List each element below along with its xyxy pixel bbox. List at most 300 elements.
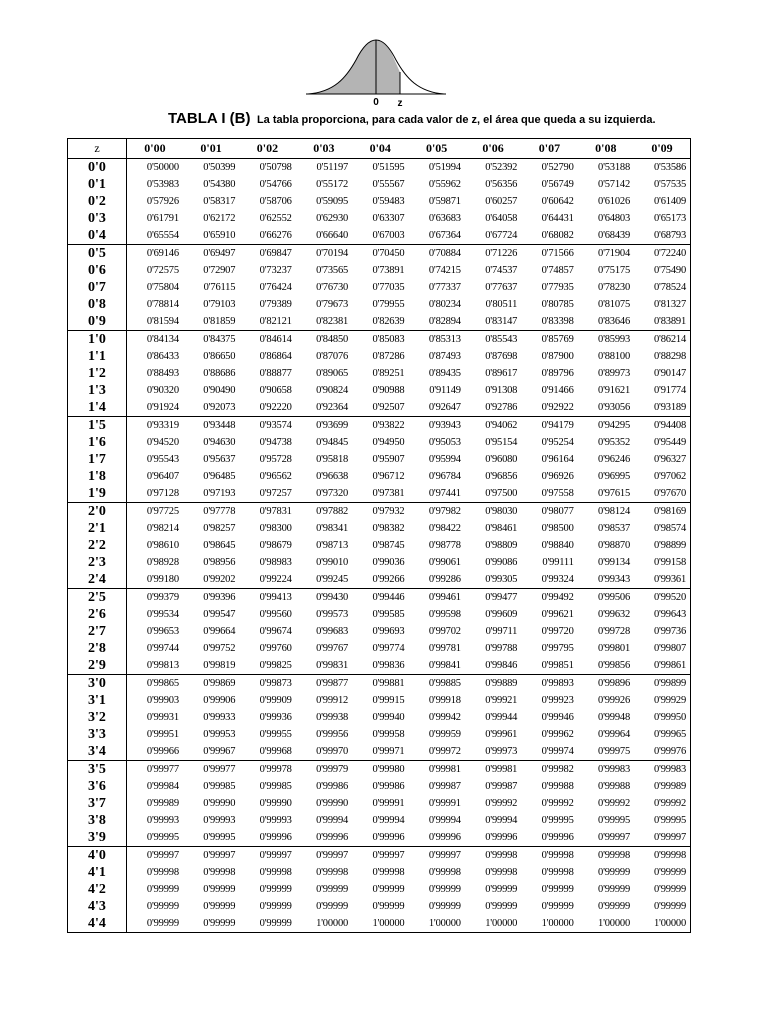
table-cell: 0'97831 bbox=[239, 503, 295, 521]
table-cell: 0'90988 bbox=[372, 385, 405, 396]
table-cell: 0'99926 bbox=[598, 695, 631, 706]
table-cell: 0'99999 bbox=[372, 901, 405, 912]
table-cell: 0'98899 bbox=[654, 540, 686, 551]
table-row bbox=[68, 227, 691, 245]
table-cell: 0'93574 bbox=[239, 417, 295, 435]
table-cell: 0'99992 bbox=[541, 798, 574, 809]
row-z-value: 3'1 bbox=[68, 692, 127, 709]
row-z-value: 4'3 bbox=[68, 898, 127, 915]
table-row bbox=[68, 503, 691, 521]
table-cell: 0'99965 bbox=[654, 729, 686, 740]
table-cell: 0'85313 bbox=[408, 331, 464, 349]
table-cell: 0'84375 bbox=[183, 331, 239, 349]
row-z-value: 0'4 bbox=[68, 227, 127, 245]
table-cell: 0'87076 bbox=[316, 351, 349, 362]
table-cell: 0'85083 bbox=[352, 331, 408, 349]
row-z-value: 2'5 bbox=[68, 589, 127, 607]
table-cell: 0'99986 bbox=[316, 781, 349, 792]
table-cell: 0'99936 bbox=[259, 712, 292, 723]
table-row bbox=[68, 176, 691, 193]
table-cell: 0'93699 bbox=[296, 417, 352, 435]
table-cell: 0'99560 bbox=[259, 609, 292, 620]
table-cell: 0'99994 bbox=[428, 815, 461, 826]
table-cell: 0'95818 bbox=[316, 454, 349, 465]
table-cell: 0'99736 bbox=[654, 626, 686, 637]
table-cell: 0'99728 bbox=[598, 626, 631, 637]
table-cell: 0'99999 bbox=[654, 901, 686, 912]
table-cell: 0'99999 bbox=[598, 901, 631, 912]
table-cell: 0'99981 bbox=[465, 761, 521, 779]
table-cell: 0'70884 bbox=[408, 245, 464, 263]
row-z-value: 2'2 bbox=[68, 537, 127, 554]
table-cell: 0'83891 bbox=[654, 316, 686, 327]
table-cell: 0'99997 bbox=[127, 847, 183, 865]
row-z-value: 0'0 bbox=[68, 159, 127, 177]
title-main: TABLA I (B) bbox=[168, 110, 251, 127]
table-cell: 0'99948 bbox=[598, 712, 631, 723]
table-cell: 0'97558 bbox=[541, 488, 574, 499]
table-cell: 0'72240 bbox=[634, 245, 690, 263]
table-cell: 0'71566 bbox=[521, 245, 577, 263]
table-cell: 0'99987 bbox=[485, 781, 518, 792]
table-cell: 0'63683 bbox=[428, 213, 461, 224]
table-cell: 0'99180 bbox=[146, 574, 179, 585]
table-row bbox=[68, 451, 691, 468]
table-cell: 0'99674 bbox=[259, 626, 292, 637]
table-row bbox=[68, 761, 691, 779]
table-cell: 0'99446 bbox=[352, 589, 408, 607]
table-cell: 0'69146 bbox=[127, 245, 183, 263]
table-cell: 0'77337 bbox=[428, 282, 461, 293]
table-cell: 0'95907 bbox=[372, 454, 405, 465]
table-cell: 0'95352 bbox=[598, 437, 631, 448]
table-cell: 0'95728 bbox=[259, 454, 292, 465]
table-cell: 0'99893 bbox=[521, 675, 577, 693]
table-row bbox=[68, 262, 691, 279]
table-cell: 0'63307 bbox=[372, 213, 405, 224]
table-cell: 0'98500 bbox=[541, 523, 574, 534]
table-cell: 0'64058 bbox=[485, 213, 518, 224]
table-cell: 0'99111 bbox=[542, 557, 574, 568]
table-cell: 0'95449 bbox=[654, 437, 686, 448]
table-cell: 0'99324 bbox=[541, 574, 574, 585]
table-cell: 0'82894 bbox=[428, 316, 461, 327]
table-cell: 0'69497 bbox=[183, 245, 239, 263]
table-cell: 0'99989 bbox=[654, 781, 686, 792]
table-cell: 0'57926 bbox=[146, 196, 179, 207]
table-cell: 0'96856 bbox=[485, 471, 518, 482]
table-cell: 0'72907 bbox=[203, 265, 236, 276]
header-z: z bbox=[68, 139, 127, 159]
table-title bbox=[168, 110, 758, 128]
table-cell: 0'94630 bbox=[203, 437, 236, 448]
table-cell: 0'86433 bbox=[146, 351, 179, 362]
table-cell: 0'96246 bbox=[598, 454, 631, 465]
table-cell: 0'57535 bbox=[654, 179, 686, 190]
table-cell: 0'73891 bbox=[372, 265, 405, 276]
table-cell: 0'99995 bbox=[146, 832, 179, 843]
table-cell: 0'99998 bbox=[146, 867, 179, 878]
table-row bbox=[68, 296, 691, 313]
table-cell: 0'96327 bbox=[654, 454, 686, 465]
table-cell: 0'99961 bbox=[485, 729, 518, 740]
table-row bbox=[68, 417, 691, 435]
table-cell: 0'99999 bbox=[654, 867, 686, 878]
table-cell: 0'88686 bbox=[203, 368, 236, 379]
table-cell: 1'00000 bbox=[541, 918, 574, 929]
table-cell: 0'85993 bbox=[578, 331, 634, 349]
table-cell: 0'99999 bbox=[203, 884, 236, 895]
header-col: 0'00 bbox=[127, 139, 183, 159]
table-cell: 0'99974 bbox=[541, 746, 574, 757]
table-cell: 0'99413 bbox=[239, 589, 295, 607]
table-cell: 0'98124 bbox=[578, 503, 634, 521]
table-cell: 0'90147 bbox=[654, 368, 686, 379]
row-z-value: 0'8 bbox=[68, 296, 127, 313]
table-cell: 0'76730 bbox=[316, 282, 349, 293]
table-cell: 0'78814 bbox=[146, 299, 179, 310]
table-cell: 0'99942 bbox=[428, 712, 461, 723]
table-cell: 0'99923 bbox=[541, 695, 574, 706]
table-row bbox=[68, 915, 691, 933]
table-cell: 0'97932 bbox=[352, 503, 408, 521]
table-cell: 0'81594 bbox=[146, 316, 179, 327]
table-cell: 0'99973 bbox=[485, 746, 518, 757]
table-cell: 0'60257 bbox=[485, 196, 518, 207]
table-cell: 0'79103 bbox=[203, 299, 236, 310]
table-cell: 0'98679 bbox=[259, 540, 292, 551]
table-cell: 0'94179 bbox=[521, 417, 577, 435]
table-cell: 0'99998 bbox=[259, 867, 292, 878]
table-cell: 0'99851 bbox=[541, 660, 574, 671]
table-cell: 0'97500 bbox=[485, 488, 518, 499]
table-cell: 0'99492 bbox=[521, 589, 577, 607]
table-cell: 0'99788 bbox=[485, 643, 518, 654]
table-row bbox=[68, 726, 691, 743]
table-cell: 0'99990 bbox=[316, 798, 349, 809]
table-cell: 0'99266 bbox=[372, 574, 405, 585]
table-row bbox=[68, 829, 691, 847]
table-cell: 0'98169 bbox=[634, 503, 690, 521]
table-cell: 0'99996 bbox=[541, 832, 574, 843]
table-cell: 0'99999 bbox=[372, 884, 405, 895]
table-cell: 0'99343 bbox=[598, 574, 631, 585]
table-cell: 0'99982 bbox=[521, 761, 577, 779]
table-cell: 1'00000 bbox=[316, 918, 349, 929]
table-cell: 0'80785 bbox=[541, 299, 574, 310]
table-cell: 0'91466 bbox=[541, 385, 574, 396]
table-cell: 0'76424 bbox=[259, 282, 292, 293]
table-cell: 0'98840 bbox=[541, 540, 574, 551]
table-cell: 0'93189 bbox=[654, 402, 686, 413]
table-cell: 0'99999 bbox=[146, 901, 179, 912]
table-cell: 0'99994 bbox=[316, 815, 349, 826]
table-cell: 0'99889 bbox=[465, 675, 521, 693]
table-row bbox=[68, 434, 691, 451]
table-cell: 0'99683 bbox=[316, 626, 349, 637]
z-table bbox=[67, 138, 691, 933]
table-body bbox=[68, 159, 691, 933]
table-cell: 0'99702 bbox=[428, 626, 461, 637]
table-cell: 0'99998 bbox=[203, 867, 236, 878]
table-cell: 0'66640 bbox=[316, 230, 349, 241]
table-cell: 0'97128 bbox=[146, 488, 179, 499]
table-cell: 0'97725 bbox=[127, 503, 183, 521]
table-cell: 0'62552 bbox=[259, 213, 292, 224]
table-cell: 0'99912 bbox=[316, 695, 349, 706]
table-cell: 0'71904 bbox=[578, 245, 634, 263]
normal-curve-figure bbox=[306, 38, 446, 110]
table-cell: 0'98745 bbox=[372, 540, 405, 551]
table-row bbox=[68, 554, 691, 571]
table-cell: 0'99846 bbox=[485, 660, 518, 671]
table-row bbox=[68, 795, 691, 812]
table-cell: 0'99134 bbox=[598, 557, 631, 568]
table-cell: 0'98610 bbox=[146, 540, 179, 551]
table-cell: 0'51994 bbox=[428, 162, 461, 173]
table-cell: 0'99997 bbox=[296, 847, 352, 865]
table-cell: 0'99999 bbox=[203, 901, 236, 912]
table-row bbox=[68, 365, 691, 382]
table-cell: 0'99999 bbox=[598, 867, 631, 878]
table-cell: 0'50000 bbox=[146, 162, 179, 173]
row-z-value: 0'3 bbox=[68, 210, 127, 227]
table-row bbox=[68, 692, 691, 709]
table-cell: 1'00000 bbox=[372, 918, 405, 929]
table-cell: 0'98537 bbox=[598, 523, 631, 534]
table-cell: 0'80511 bbox=[485, 299, 518, 310]
row-z-value: 1'0 bbox=[68, 331, 127, 349]
row-z-value: 3'8 bbox=[68, 812, 127, 829]
table-cell: 0'91774 bbox=[654, 385, 686, 396]
table-cell: 0'99825 bbox=[259, 660, 292, 671]
table-cell: 0'80234 bbox=[428, 299, 461, 310]
table-cell: 0'54766 bbox=[259, 179, 292, 190]
table-cell: 0'99994 bbox=[372, 815, 405, 826]
table-cell: 0'99953 bbox=[203, 729, 236, 740]
table-cell: 0'82639 bbox=[372, 316, 405, 327]
table-cell: 0'50798 bbox=[259, 162, 292, 173]
table-cell: 0'99997 bbox=[598, 832, 631, 843]
table-cell: 0'99999 bbox=[316, 901, 349, 912]
table-cell: 0'99938 bbox=[316, 712, 349, 723]
table-cell: 0'99760 bbox=[259, 643, 292, 654]
table-cell: 0'89251 bbox=[372, 368, 405, 379]
table-cell: 0'99996 bbox=[259, 832, 292, 843]
table-cell: 0'96712 bbox=[372, 471, 405, 482]
table-cell: 0'99999 bbox=[428, 884, 461, 895]
row-z-value: 1'2 bbox=[68, 365, 127, 382]
table-cell: 0'99995 bbox=[203, 832, 236, 843]
table-cell: 0'99988 bbox=[598, 781, 631, 792]
row-z-value: 2'7 bbox=[68, 623, 127, 640]
table-cell: 0'97193 bbox=[203, 488, 236, 499]
table-cell: 0'89973 bbox=[598, 368, 631, 379]
table-cell: 0'98983 bbox=[259, 557, 292, 568]
table-cell: 0'98870 bbox=[598, 540, 631, 551]
table-cell: 0'99933 bbox=[203, 712, 236, 723]
table-cell: 0'99801 bbox=[598, 643, 631, 654]
row-z-value: 2'1 bbox=[68, 520, 127, 537]
table-cell: 0'93319 bbox=[127, 417, 183, 435]
table-cell: 0'99869 bbox=[183, 675, 239, 693]
table-cell: 0'51595 bbox=[372, 162, 405, 173]
table-cell: 0'99929 bbox=[654, 695, 686, 706]
table-cell: 0'92507 bbox=[372, 402, 405, 413]
table-row bbox=[68, 210, 691, 227]
table-cell: 0'99865 bbox=[127, 675, 183, 693]
table-cell: 0'99940 bbox=[372, 712, 405, 723]
row-z-value: 2'9 bbox=[68, 657, 127, 675]
table-cell: 0'99664 bbox=[203, 626, 236, 637]
label-zero: 0 bbox=[373, 97, 379, 108]
table-cell: 0'99547 bbox=[203, 609, 236, 620]
table-cell: 0'99977 bbox=[183, 761, 239, 779]
table-cell: 0'99996 bbox=[372, 832, 405, 843]
table-cell: 0'91621 bbox=[598, 385, 631, 396]
row-z-value: 3'4 bbox=[68, 743, 127, 761]
table-cell: 0'99795 bbox=[541, 643, 574, 654]
table-cell: 0'99998 bbox=[485, 867, 518, 878]
table-row bbox=[68, 743, 691, 761]
row-z-value: 2'3 bbox=[68, 554, 127, 571]
table-cell: 0'55567 bbox=[372, 179, 405, 190]
table-cell: 0'99305 bbox=[485, 574, 518, 585]
table-cell: 0'99632 bbox=[598, 609, 631, 620]
table-cell: 0'84134 bbox=[127, 331, 183, 349]
table-cell: 0'95994 bbox=[428, 454, 461, 465]
table-cell: 0'99975 bbox=[598, 746, 631, 757]
table-cell: 0'99899 bbox=[634, 675, 690, 693]
table-cell: 0'99962 bbox=[541, 729, 574, 740]
table-row bbox=[68, 245, 691, 263]
table-cell: 0'99972 bbox=[428, 746, 461, 757]
table-cell: 0'99921 bbox=[485, 695, 518, 706]
table-cell: 0'99993 bbox=[203, 815, 236, 826]
table-cell: 0'55172 bbox=[316, 179, 349, 190]
table-cell: 0'97441 bbox=[428, 488, 461, 499]
table-row bbox=[68, 778, 691, 795]
row-z-value: 2'6 bbox=[68, 606, 127, 623]
table-cell: 0'97062 bbox=[654, 471, 686, 482]
table-cell: 0'94408 bbox=[634, 417, 690, 435]
table-cell: 0'56749 bbox=[541, 179, 574, 190]
table-cell: 0'56356 bbox=[485, 179, 518, 190]
table-cell: 0'99996 bbox=[428, 832, 461, 843]
table-cell: 0'87286 bbox=[372, 351, 405, 362]
table-cell: 0'53983 bbox=[146, 179, 179, 190]
table-cell: 0'99286 bbox=[428, 574, 461, 585]
row-z-value: 3'3 bbox=[68, 726, 127, 743]
header-col: 0'06 bbox=[465, 139, 521, 159]
table-cell: 0'88493 bbox=[146, 368, 179, 379]
table-cell: 0'99396 bbox=[183, 589, 239, 607]
table-cell: 0'98956 bbox=[203, 557, 236, 568]
table-cell: 0'99752 bbox=[203, 643, 236, 654]
table-cell: 0'99950 bbox=[654, 712, 686, 723]
label-z: z bbox=[397, 98, 403, 109]
table-cell: 0'59483 bbox=[372, 196, 405, 207]
table-cell: 0'99971 bbox=[372, 746, 405, 757]
table-cell: 0'98341 bbox=[316, 523, 349, 534]
table-cell: 1'00000 bbox=[654, 918, 686, 929]
table-cell: 0'93448 bbox=[183, 417, 239, 435]
table-cell: 0'96485 bbox=[203, 471, 236, 482]
row-z-value: 4'0 bbox=[68, 847, 127, 865]
table-cell: 0'70194 bbox=[296, 245, 352, 263]
table-cell: 0'99036 bbox=[372, 557, 405, 568]
table-cell: 0'99999 bbox=[259, 918, 292, 929]
table-cell: 0'99653 bbox=[146, 626, 179, 637]
row-z-value: 1'5 bbox=[68, 417, 127, 435]
table-cell: 0'99379 bbox=[127, 589, 183, 607]
table-cell: 0'98461 bbox=[485, 523, 518, 534]
table-cell: 0'99999 bbox=[654, 884, 686, 895]
table-cell: 0'53188 bbox=[598, 162, 631, 173]
table-cell: 0'85543 bbox=[465, 331, 521, 349]
table-cell: 0'99980 bbox=[352, 761, 408, 779]
row-z-value: 3'6 bbox=[68, 778, 127, 795]
row-z-value: 1'4 bbox=[68, 399, 127, 417]
table-cell: 0'99010 bbox=[316, 557, 349, 568]
header-col: 0'09 bbox=[634, 139, 690, 159]
table-cell: 0'90824 bbox=[316, 385, 349, 396]
row-z-value: 1'3 bbox=[68, 382, 127, 399]
table-cell: 0'99992 bbox=[654, 798, 686, 809]
table-cell: 0'73237 bbox=[259, 265, 292, 276]
table-cell: 0'99998 bbox=[372, 867, 405, 878]
table-cell: 0'99992 bbox=[485, 798, 518, 809]
table-cell: 0'50399 bbox=[203, 162, 236, 173]
row-z-value: 4'4 bbox=[68, 915, 127, 933]
table-cell: 0'99993 bbox=[259, 815, 292, 826]
row-z-value: 0'9 bbox=[68, 313, 127, 331]
row-z-value: 0'7 bbox=[68, 279, 127, 296]
table-cell: 0'99998 bbox=[634, 847, 690, 865]
table-cell: 0'60642 bbox=[541, 196, 574, 207]
row-z-value: 0'5 bbox=[68, 245, 127, 263]
table-row bbox=[68, 606, 691, 623]
table-cell: 0'65910 bbox=[203, 230, 236, 241]
table-cell: 0'99984 bbox=[146, 781, 179, 792]
table-cell: 0'89065 bbox=[316, 368, 349, 379]
table-row bbox=[68, 812, 691, 829]
table-cell: 0'87493 bbox=[428, 351, 461, 362]
table-row bbox=[68, 382, 691, 399]
row-z-value: 3'2 bbox=[68, 709, 127, 726]
table-cell: 0'94845 bbox=[316, 437, 349, 448]
table-cell: 0'99995 bbox=[598, 815, 631, 826]
table-cell: 0'90320 bbox=[146, 385, 179, 396]
table-cell: 0'96164 bbox=[541, 454, 574, 465]
table-cell: 0'99990 bbox=[203, 798, 236, 809]
table-cell: 0'99995 bbox=[541, 815, 574, 826]
table-cell: 0'96926 bbox=[541, 471, 574, 482]
table-cell: 0'72575 bbox=[146, 265, 179, 276]
table-cell: 0'58706 bbox=[259, 196, 292, 207]
table-cell: 0'99979 bbox=[296, 761, 352, 779]
table-cell: 0'99958 bbox=[372, 729, 405, 740]
table-cell: 0'90490 bbox=[203, 385, 236, 396]
table-cell: 0'68082 bbox=[541, 230, 574, 241]
table-cell: 0'99992 bbox=[598, 798, 631, 809]
table-cell: 0'99983 bbox=[578, 761, 634, 779]
table-cell: 0'59095 bbox=[316, 196, 349, 207]
table-row bbox=[68, 348, 691, 365]
table-cell: 0'99744 bbox=[146, 643, 179, 654]
table-cell: 0'99918 bbox=[428, 695, 461, 706]
table-row bbox=[68, 709, 691, 726]
